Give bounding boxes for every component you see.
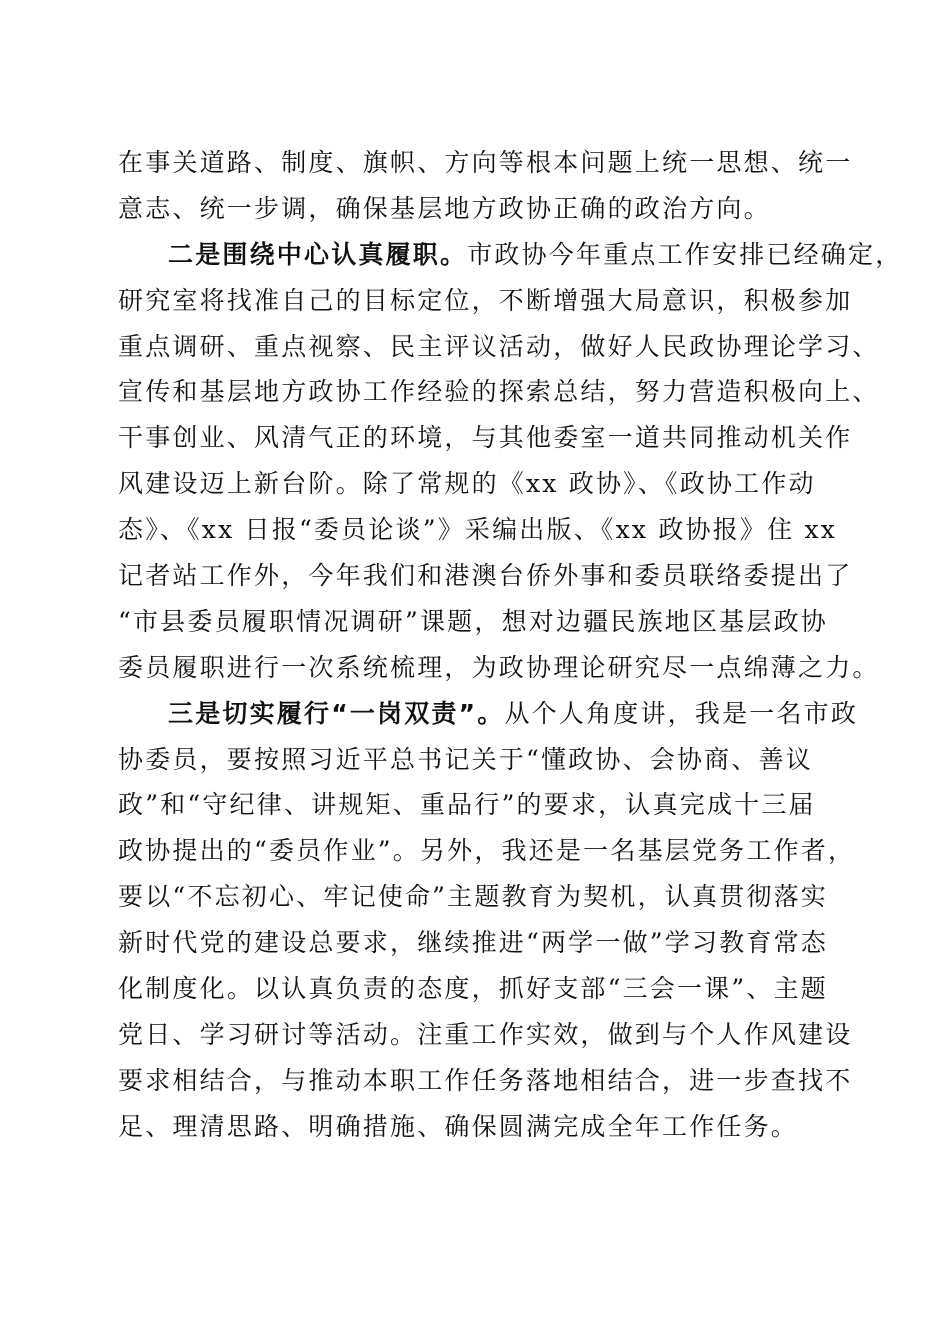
paragraph-lead-rest: 从个人角度讲，我是一名市政 (504, 698, 859, 728)
text-line: 委员履职进行一次系统梳理，为政协理论研究尽一点绵薄之力。 (118, 652, 880, 682)
text-line: 风建设迈上新台阶。除了常规的《xx 政协》、《政协工作动 (118, 469, 816, 499)
text-line: 要求相结合，与推动本职工作任务落地相结合，进一步查找不 (118, 1065, 853, 1095)
text-line: 干事创业、风清气正的环境，与其他委室一道共同推动机关作 (118, 423, 853, 453)
text-line: 新时代党的建设总要求，继续推进“两学一做”学习教育常态 (118, 928, 828, 958)
paragraph-1 (118, 140, 853, 232)
text-line: 化制度化。以认真负责的态度，抓好支部“三会一课”、主题 (118, 974, 828, 1004)
paragraph-lead-heading: 三是切实履行“一岗双责”。 (168, 698, 505, 728)
text-line: “市县委员履职情况调研”课题，想对边疆民族地区基层政协 (118, 606, 828, 636)
paragraph-lead-rest: 市政协今年重点工作安排已经确定， (467, 239, 903, 269)
text-line: 研究室将找准自己的目标定位，不断增强大局意识，积极参加 (118, 285, 853, 315)
text-line: 政”和“守纪律、讲规矩、重品行”的要求，认真完成十三届 (118, 790, 816, 820)
paragraph-2 (118, 232, 903, 691)
text-line: 在事关道路、制度、旗帜、方向等根本问题上统一思想、统一 (118, 148, 853, 177)
paragraph-first-line (118, 691, 859, 737)
text-line: 足、理清思路、明确措施、确保圆满完成全年工作任务。 (118, 1111, 799, 1141)
text-line: 党日、学习研讨等活动。注重工作实效，做到与个人作风建设 (118, 1019, 853, 1049)
text-line: 记者站工作外，今年我们和港澳台侨外事和委员联络委提出了 (118, 561, 853, 591)
text-line: 要以“不忘初心、牢记使命”主题教育为契机，认真贯彻落实 (118, 882, 828, 912)
paragraph-3 (118, 691, 859, 1150)
text-line: 重点调研、重点视察、民主评议活动，做好人民政协理论学习、 (118, 331, 880, 361)
paragraph-first-line (118, 232, 903, 278)
text-line: 协委员，要按照习近平总书记关于“懂政协、会协商、善议 (118, 744, 813, 774)
text-line: 宣传和基层地方政协工作经验的探索总结，努力营造积极向上、 (118, 377, 880, 407)
text-line: 政协提出的“委员作业”。另外，我还是一名基层党务工作者， (118, 836, 856, 866)
document-body (118, 140, 903, 1150)
paragraph-lead-heading: 二是围绕中心认真履职。 (168, 239, 468, 269)
text-line: 意志、统一步调，确保基层地方政协正确的政治方向。 (118, 193, 771, 223)
text-line: 态》、《xx 日报“委员论谈”》采编出版、《xx 政协报》住 xx (118, 515, 838, 545)
